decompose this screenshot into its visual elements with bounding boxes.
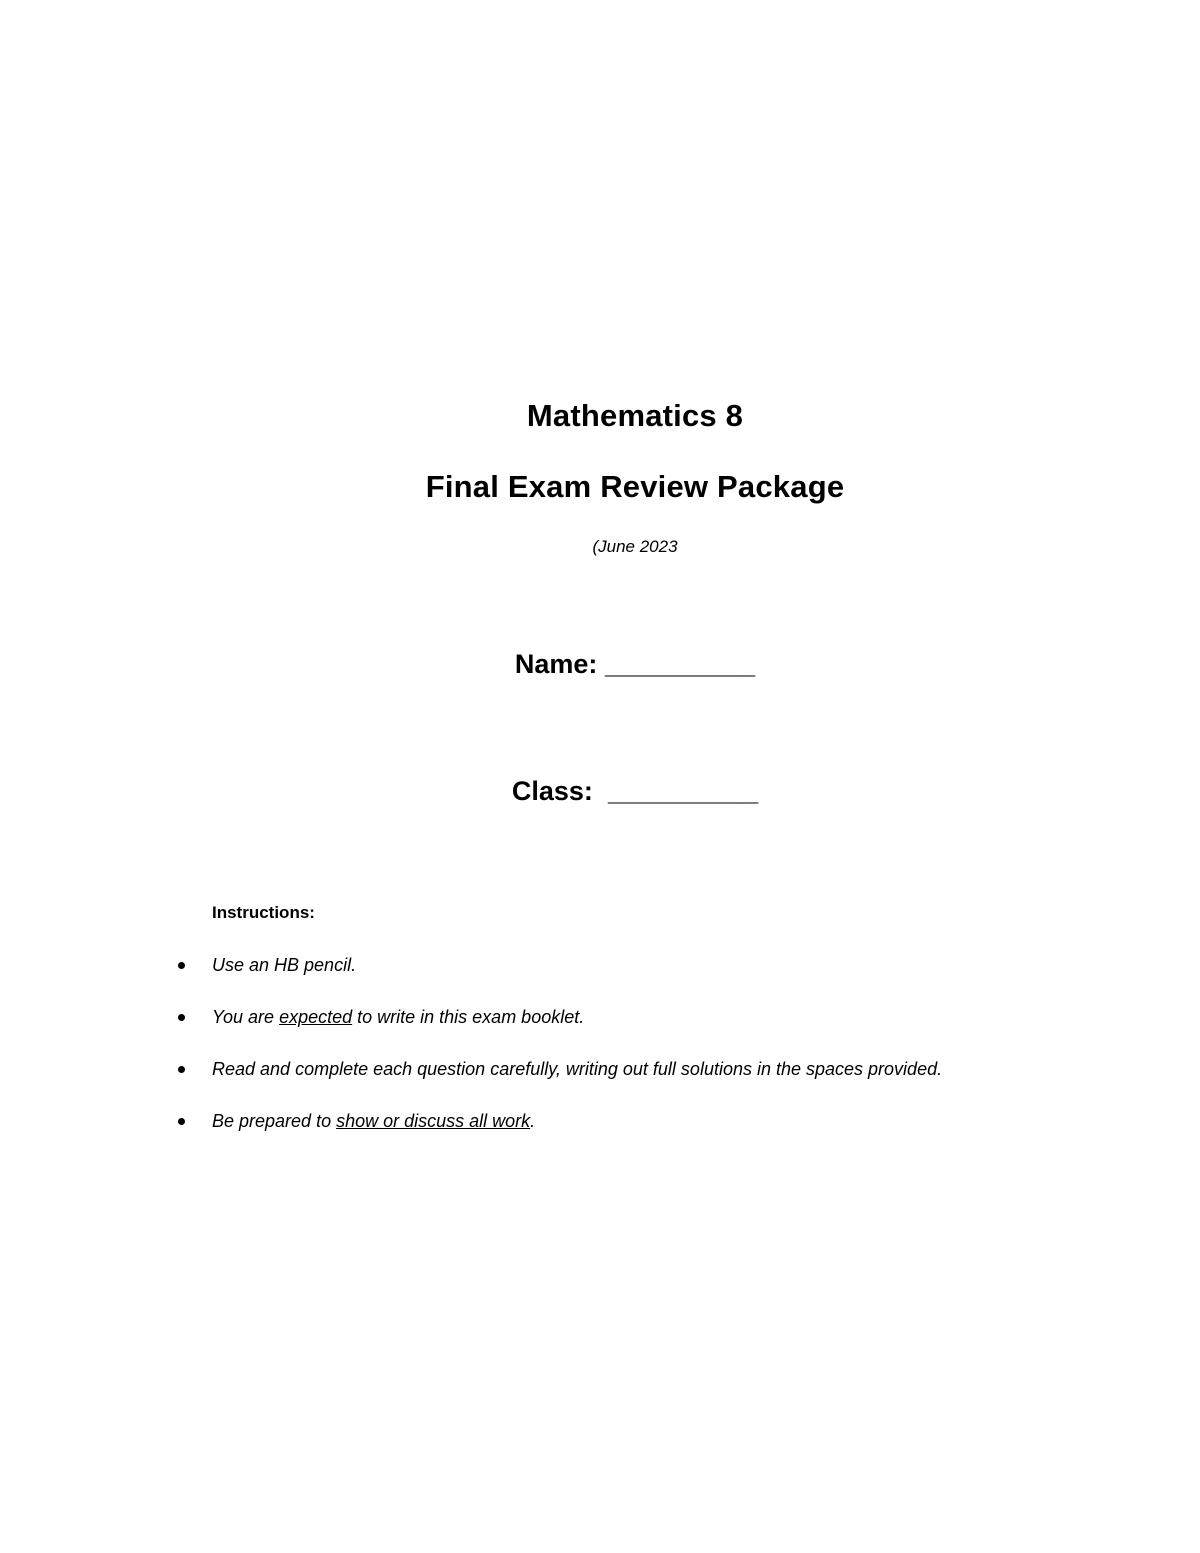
page-title: Mathematics 8 — [526, 398, 744, 433]
instruction-text — [212, 1007, 584, 1028]
instruction-text — [212, 1111, 535, 1132]
list-item — [0, 955, 1200, 1007]
name-blank: __________ — [604, 649, 756, 679]
instruction-text: Read and complete each question carefully, writing out full solutions in the spaces provided. — [212, 1059, 943, 1079]
instruction-emphasis: expected — [279, 1007, 353, 1027]
instructions-heading: Instructions: — [212, 903, 315, 922]
class-label: Class: — [511, 776, 593, 806]
bullet-icon — [178, 1014, 185, 1021]
class-field — [0, 776, 1200, 807]
list-item — [0, 1111, 1200, 1163]
page-subtitle: Final Exam Review Package — [425, 469, 845, 504]
class-blank: __________ — [607, 776, 759, 806]
name-field — [0, 649, 1200, 680]
bullet-icon — [178, 1118, 185, 1125]
bullet-icon — [178, 962, 185, 969]
list-item — [0, 1059, 1200, 1111]
instruction-text: Use an HB pencil. — [212, 955, 357, 975]
instruction-text-part: to write in this exam booklet. — [352, 1007, 585, 1027]
name-label: Name: — [514, 649, 598, 679]
instructions-list — [0, 955, 1200, 1163]
instruction-text-part: Be prepared to — [212, 1111, 337, 1131]
instruction-text-part: You are — [212, 1007, 280, 1027]
bullet-icon — [178, 1066, 185, 1073]
instruction-text-part: . — [530, 1111, 536, 1131]
instruction-emphasis: show or discuss all work — [336, 1111, 531, 1131]
exam-date: (June 2023 — [592, 537, 678, 556]
list-item — [0, 1007, 1200, 1059]
